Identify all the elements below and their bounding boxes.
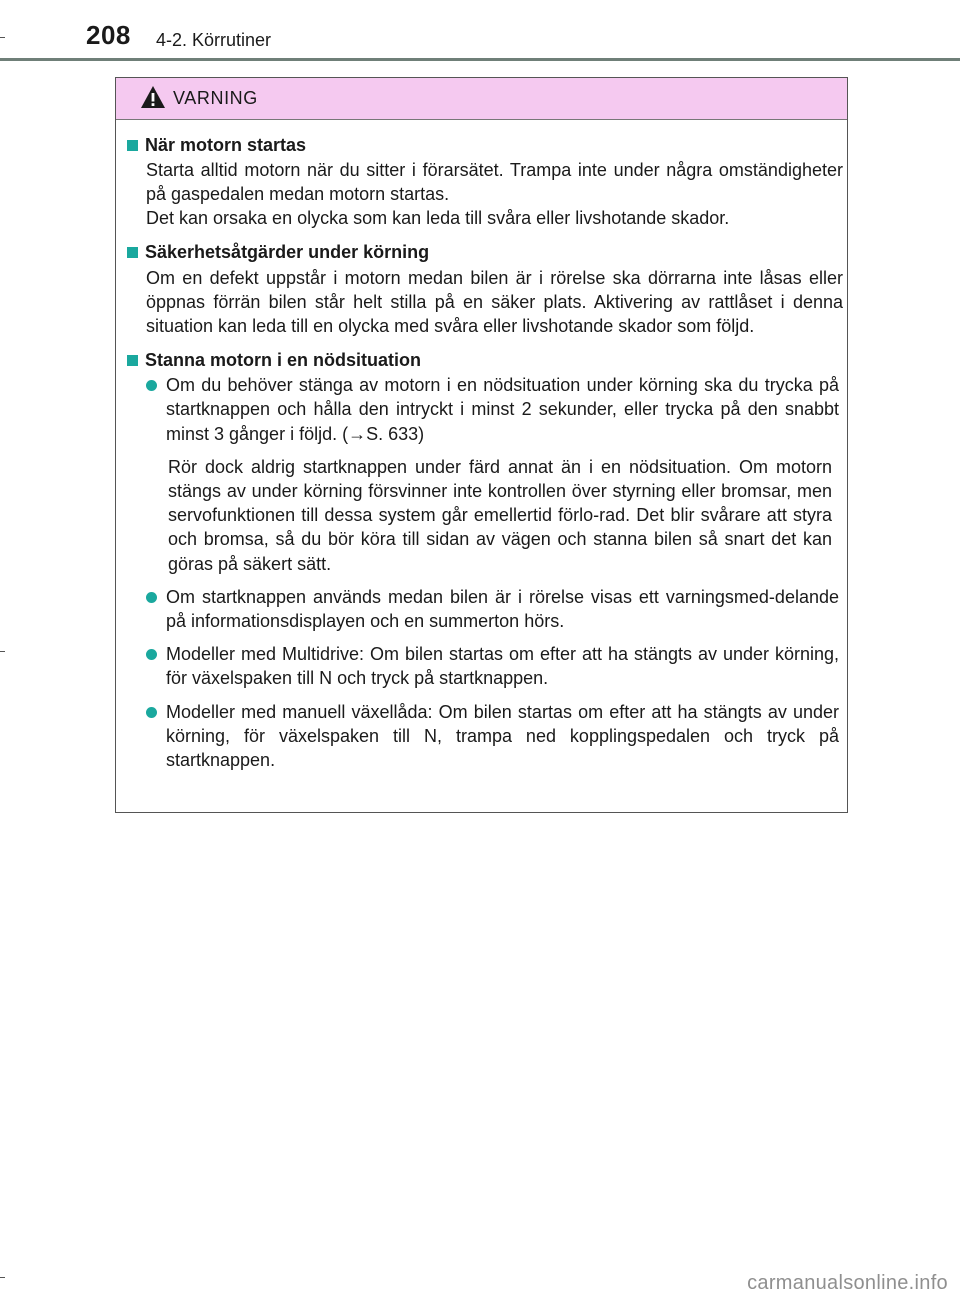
warning-triangle-icon [140, 85, 166, 109]
list-item-text: Modeller med Multidrive: Om bilen startas om efter att ha stängts av under körning, för växelspaken till N och tryck på startknappen. [166, 644, 839, 689]
square-bullet-icon [127, 140, 138, 151]
section-driving-precautions [124, 240, 843, 339]
section-heading-row [124, 347, 839, 373]
list-item [146, 373, 839, 446]
square-bullet-icon [127, 355, 138, 366]
page-number: 208 [86, 20, 131, 50]
section-title: 4-2. Körrutiner [156, 30, 272, 50]
warning-label: VARNING [173, 88, 258, 108]
round-bullet-icon [146, 707, 157, 718]
list-item-text: Modeller med manuell växellåda: Om bilen startas om efter att ha stängts av under körning, för växelspaken till N, trampa ned kopplingspedalen och tryck på startknappen. [166, 701, 839, 771]
warning-header [116, 78, 847, 120]
paragraph: Det kan orsaka en olycka som kan leda till svåra eller livshotande skador. [146, 208, 730, 229]
section-heading: Säkerhetsåtgärder under körning [145, 242, 430, 263]
paragraph: Starta alltid motorn när du sitter i förarsätet. Trampa inte under några omständigheter på gaspedalen medan motorn startas. [146, 160, 843, 205]
section-heading-row [124, 240, 839, 266]
crop-mark [0, 651, 5, 652]
page-header [0, 0, 960, 58]
round-bullet-icon [146, 592, 157, 603]
section-heading: När motorn startas [145, 134, 307, 155]
round-bullet-icon [146, 380, 157, 391]
warning-box [115, 77, 848, 813]
list-item [146, 700, 839, 773]
paragraph: Om en defekt uppstår i motorn medan bilen är i rörelse ska dörrarna inte låsas eller öppnas förrän bilen står helt stilla på en säker plats. Aktivering av rattlåset i denna situation kan leda till en olycka med svåra eller livshotande skador som följd. [146, 267, 843, 337]
section-heading: Stanna motorn i en nödsituation [145, 349, 421, 370]
list-item-text: Om startknappen används medan bilen är i rörelse visas ett varningsmed-delande på informationsdisplayen och en summerton hörs. [166, 586, 839, 632]
crop-mark [0, 1277, 5, 1278]
header-rule [0, 58, 960, 61]
list-item-text: Om du behöver stänga av motorn i en nödsituation under körning ska du trycka på startknappen och hålla den intryckt i minst 2 sekunder, eller trycka på den snabbt minst 3 gånger i följd. (→S. 633) [166, 375, 839, 444]
round-bullet-icon [146, 649, 157, 660]
watermark: carmanualsonline.info [747, 1272, 948, 1294]
sub-paragraph: Rör dock aldrig startknappen under färd annat än i en nödsituation. Om motorn stängs av under körning försvinner inte kontrollen över styrning eller bromsar, men servofunktionen till dessa system går emellertid förlo-rad. Det blir svårare att styra och bromsa, så du bör köra till sidan av vägen och stanna bilen så snart det kan göras på säkert sätt. [168, 456, 832, 574]
list-item [146, 642, 839, 690]
section-emergency-stop [124, 347, 839, 772]
section-engine-start [124, 132, 843, 231]
square-bullet-icon [127, 247, 138, 258]
section-heading-row [124, 132, 839, 158]
list-item [146, 585, 839, 633]
warning-body [116, 120, 847, 772]
